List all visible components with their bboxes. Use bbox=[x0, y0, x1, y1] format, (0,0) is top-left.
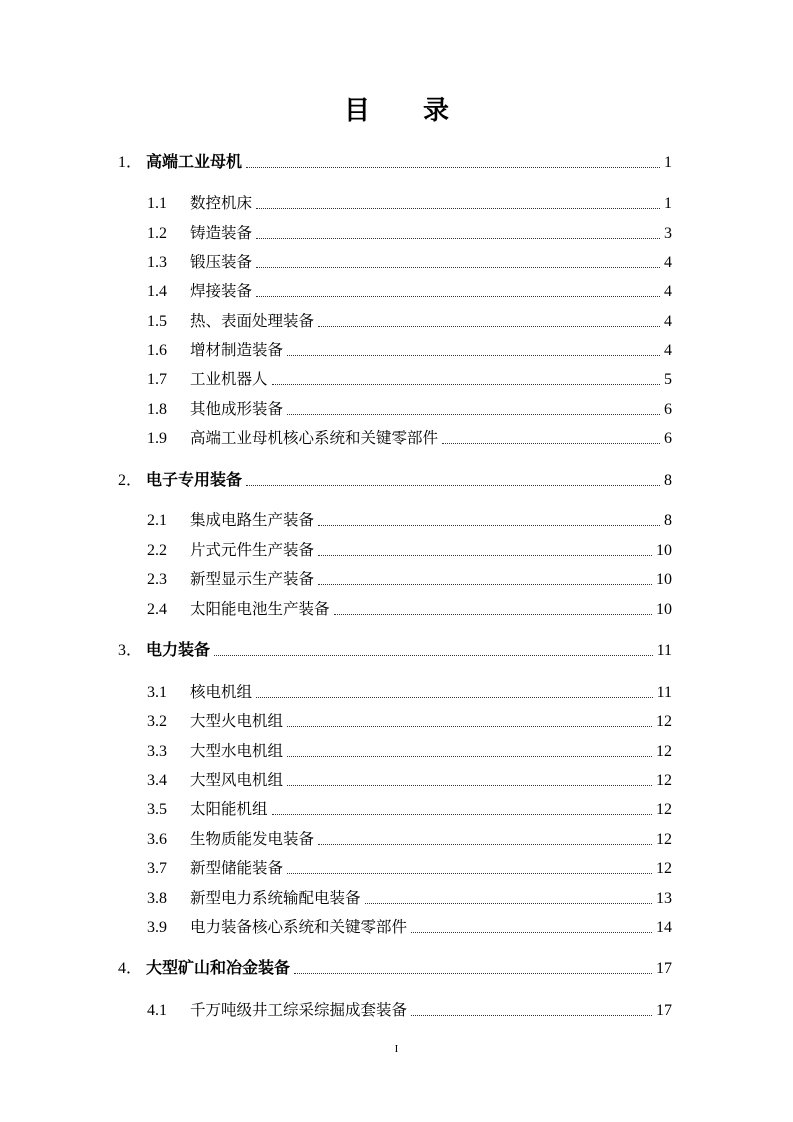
toc-entry-number: 2.2 bbox=[147, 542, 167, 559]
toc-entry-number: 1.3 bbox=[147, 254, 167, 271]
toc-entry-number: 2.4 bbox=[147, 601, 167, 618]
dot-leader bbox=[256, 238, 660, 239]
toc-entry-page: 4 bbox=[664, 283, 672, 300]
toc-entry-page: 11 bbox=[656, 684, 672, 701]
toc-entry-number: 3.5 bbox=[147, 801, 167, 818]
dot-leader bbox=[287, 414, 660, 415]
toc-entry-number: 1.9 bbox=[147, 430, 167, 447]
toc-section-entry[interactable] bbox=[147, 856, 672, 880]
toc-section-entry[interactable] bbox=[147, 739, 672, 763]
toc-entry-number: 1.4 bbox=[147, 283, 167, 300]
toc-entry-number: 1.2 bbox=[147, 225, 167, 242]
toc-section-entry[interactable] bbox=[147, 567, 672, 591]
toc-section-entry[interactable] bbox=[147, 338, 672, 362]
toc-entry-number: 4． bbox=[118, 960, 143, 977]
toc-entry-number: 2． bbox=[118, 472, 143, 489]
dot-leader bbox=[334, 614, 652, 615]
toc-chapter-entry[interactable] bbox=[118, 150, 672, 174]
dot-leader bbox=[246, 485, 660, 486]
toc-entry-page: 3 bbox=[664, 225, 672, 242]
dot-leader bbox=[287, 726, 652, 727]
toc-section-entry[interactable] bbox=[147, 597, 672, 621]
toc-entry-page: 12 bbox=[656, 801, 672, 818]
toc-entry-page: 12 bbox=[656, 860, 672, 877]
toc-entry-page: 6 bbox=[664, 401, 672, 418]
toc-entry-label: 高端工业母机 bbox=[146, 152, 243, 171]
toc-section-entry[interactable] bbox=[147, 709, 672, 733]
toc-entry-page: 11 bbox=[656, 642, 672, 659]
toc-entry-number: 3.6 bbox=[147, 831, 167, 848]
toc-entry-label: 大型水电机组 bbox=[190, 742, 284, 760]
toc-entry-number: 1.6 bbox=[147, 342, 167, 359]
toc-section-entry[interactable] bbox=[147, 797, 672, 821]
toc-entry-label: 高端工业母机核心系统和关键零部件 bbox=[190, 429, 439, 447]
dot-leader bbox=[318, 844, 652, 845]
dot-leader bbox=[256, 267, 660, 268]
toc-entry-page: 12 bbox=[656, 772, 672, 789]
toc-entry-number: 2.3 bbox=[147, 571, 167, 588]
toc-entry-label: 铸造装备 bbox=[190, 224, 253, 242]
toc-entry-label: 热、表面处理装备 bbox=[190, 312, 315, 330]
dot-leader bbox=[318, 525, 660, 526]
toc-entry-number: 1.1 bbox=[147, 195, 167, 212]
dot-leader bbox=[365, 903, 652, 904]
toc-entry-number: 3.9 bbox=[147, 919, 167, 936]
dot-leader bbox=[318, 326, 660, 327]
toc-entry-number: 3.1 bbox=[147, 684, 167, 701]
toc-entry-number: 3.7 bbox=[147, 860, 167, 877]
toc-entry-label: 电子专用装备 bbox=[146, 470, 243, 489]
toc-entry-number: 3.3 bbox=[147, 743, 167, 760]
toc-entry-page: 4 bbox=[664, 254, 672, 271]
toc-entry-page: 1 bbox=[664, 195, 672, 212]
dot-leader bbox=[318, 584, 652, 585]
toc-section-entry[interactable] bbox=[147, 915, 672, 939]
toc-entry-page: 17 bbox=[656, 1002, 672, 1019]
toc-section-entry[interactable] bbox=[147, 221, 672, 245]
toc-entry-label: 大型矿山和冶金装备 bbox=[146, 958, 291, 977]
dot-leader bbox=[318, 555, 652, 556]
toc-entry-page: 4 bbox=[664, 313, 672, 330]
footer-page-number: I bbox=[394, 1043, 399, 1055]
toc-entry-page: 8 bbox=[664, 472, 672, 489]
toc-entry-number: 1.8 bbox=[147, 401, 167, 418]
toc-entry-number: 4.1 bbox=[147, 1002, 167, 1019]
dot-leader bbox=[272, 384, 660, 385]
dot-leader bbox=[411, 932, 652, 933]
toc-chapter-entry[interactable] bbox=[118, 638, 672, 662]
toc-section-entry[interactable] bbox=[147, 508, 672, 532]
toc-chapter-entry[interactable] bbox=[118, 468, 672, 492]
toc-section-entry[interactable] bbox=[147, 279, 672, 303]
toc-entry-page: 12 bbox=[656, 743, 672, 760]
toc-section-entry[interactable] bbox=[147, 250, 672, 274]
toc-entry-label: 锻压装备 bbox=[190, 253, 253, 271]
dot-leader bbox=[287, 785, 652, 786]
toc-section-entry[interactable] bbox=[147, 538, 672, 562]
toc-entry-label: 核电机组 bbox=[190, 683, 253, 701]
page-title: 目 录 bbox=[343, 96, 472, 126]
toc-entry-number: 3.4 bbox=[147, 772, 167, 789]
toc-section-entry[interactable] bbox=[147, 367, 672, 391]
toc-entry-page: 12 bbox=[656, 713, 672, 730]
toc-entry-label: 增材制造装备 bbox=[190, 341, 284, 359]
toc-entry-number: 2.1 bbox=[147, 512, 167, 529]
toc-entry-page: 8 bbox=[664, 512, 672, 529]
toc-entry-label: 大型火电机组 bbox=[190, 712, 284, 730]
dot-leader bbox=[287, 355, 660, 356]
dot-leader bbox=[294, 973, 652, 974]
dot-leader bbox=[287, 756, 652, 757]
toc-section-entry[interactable] bbox=[147, 309, 672, 333]
toc-section-entry[interactable] bbox=[147, 426, 672, 450]
toc-entry-page: 10 bbox=[656, 571, 672, 588]
toc-entry-label: 数控机床 bbox=[190, 194, 253, 212]
toc-section-entry[interactable] bbox=[147, 768, 672, 792]
toc-entry-page: 14 bbox=[656, 919, 672, 936]
toc-section-entry[interactable] bbox=[147, 998, 672, 1022]
toc-entry-page: 13 bbox=[656, 890, 672, 907]
toc-entry-page: 10 bbox=[656, 542, 672, 559]
toc-entry-label: 太阳能电池生产装备 bbox=[190, 600, 330, 618]
toc-entry-label: 大型风电机组 bbox=[190, 771, 284, 789]
dot-leader bbox=[214, 655, 653, 656]
toc-entry-number: 3.8 bbox=[147, 890, 167, 907]
dot-leader bbox=[246, 167, 660, 168]
toc-entry-number: 1.7 bbox=[147, 371, 167, 388]
dot-leader bbox=[272, 814, 652, 815]
dot-leader bbox=[256, 697, 653, 698]
toc-entry-number: 1.5 bbox=[147, 313, 167, 330]
toc-section-entry[interactable] bbox=[147, 827, 672, 851]
toc-entry-label: 焊接装备 bbox=[190, 282, 253, 300]
dot-leader bbox=[256, 296, 660, 297]
toc-entry-label: 其他成形装备 bbox=[190, 400, 284, 418]
toc-entry-label: 太阳能机组 bbox=[190, 800, 268, 818]
toc-chapter-entry[interactable] bbox=[118, 956, 672, 980]
toc-entry-page: 5 bbox=[664, 371, 672, 388]
toc-entry-label: 新型显示生产装备 bbox=[190, 570, 315, 588]
toc-entry-label: 工业机器人 bbox=[190, 370, 268, 388]
toc-entry-label: 新型电力系统输配电装备 bbox=[190, 889, 361, 907]
toc-entry-number: 3． bbox=[118, 642, 143, 659]
toc-entry-page: 10 bbox=[656, 601, 672, 618]
toc-section-entry[interactable] bbox=[147, 886, 672, 910]
toc-entry-label: 集成电路生产装备 bbox=[190, 511, 315, 529]
toc-entry-label: 片式元件生产装备 bbox=[190, 541, 315, 559]
toc-section-entry[interactable] bbox=[147, 397, 672, 421]
toc-entry-label: 电力装备核心系统和关键零部件 bbox=[190, 918, 408, 936]
toc-section-entry[interactable] bbox=[147, 191, 672, 215]
toc-entry-number: 1． bbox=[118, 154, 143, 171]
toc-entry-label: 生物质能发电装备 bbox=[190, 830, 315, 848]
toc-section-entry[interactable] bbox=[147, 680, 672, 704]
dot-leader bbox=[411, 1015, 652, 1016]
toc-entry-page: 12 bbox=[656, 831, 672, 848]
dot-leader bbox=[256, 208, 660, 209]
toc-entry-label: 新型储能装备 bbox=[190, 859, 284, 877]
toc-entry-label: 千万吨级井工综采综掘成套装备 bbox=[190, 1001, 408, 1019]
toc-entry-page: 1 bbox=[664, 154, 672, 171]
toc-entry-page: 6 bbox=[664, 430, 672, 447]
toc-entry-page: 17 bbox=[656, 960, 672, 977]
dot-leader bbox=[287, 873, 652, 874]
toc-entry-page: 4 bbox=[664, 342, 672, 359]
toc-entry-number: 3.2 bbox=[147, 713, 167, 730]
dot-leader bbox=[442, 443, 660, 444]
toc-entry-label: 电力装备 bbox=[146, 640, 211, 659]
